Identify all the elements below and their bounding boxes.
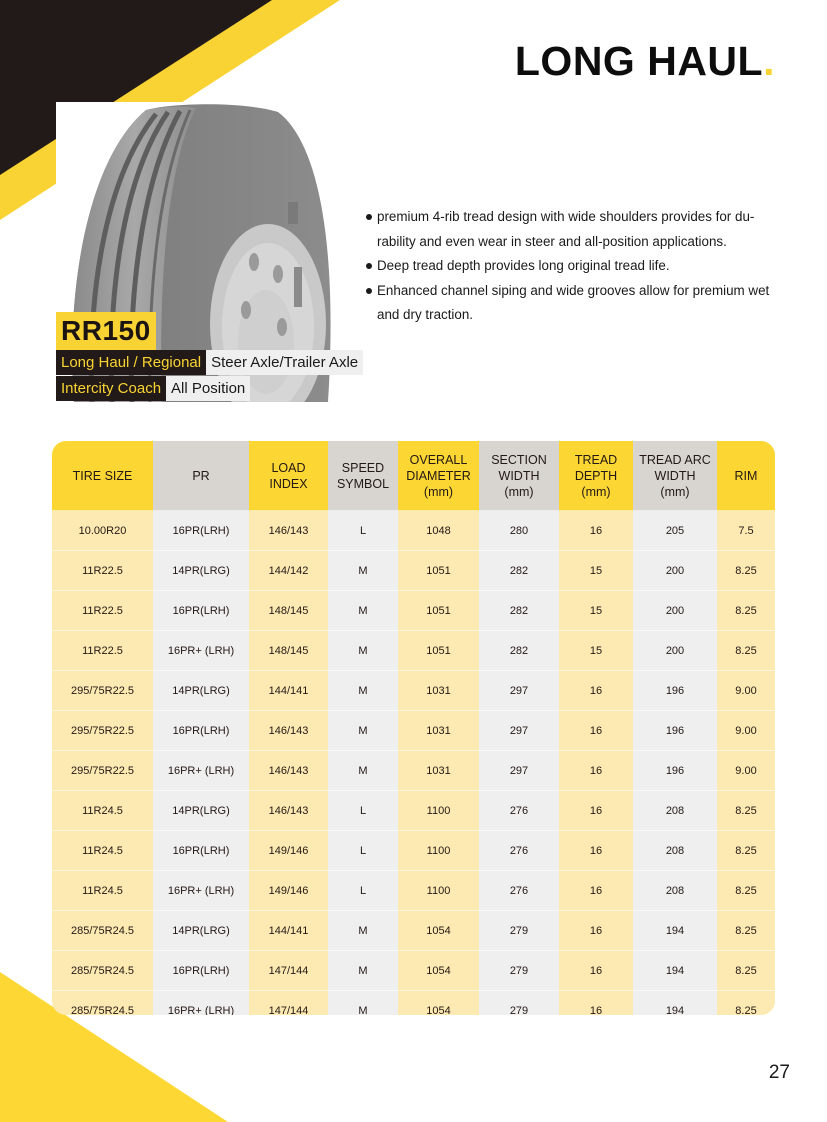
cell-section-width: 282 — [479, 591, 559, 631]
cell-speed-symbol: M — [328, 751, 398, 791]
column-header-unit: (mm) — [660, 484, 690, 499]
column-header-label: TREAD DEPTH — [574, 452, 618, 483]
feature-item: premium 4-rib tread design with wide shoulders provides for du-rability and even wear in steer and all-position applications. — [364, 205, 784, 254]
title-dot: . — [763, 38, 775, 84]
table-row — [52, 831, 775, 871]
cell-tire-size: 11R24.5 — [52, 871, 153, 911]
cell-overall-diameter: 1051 — [398, 551, 479, 591]
cell-speed-symbol: L — [328, 791, 398, 831]
cell-overall-diameter: 1051 — [398, 631, 479, 671]
cell-tire-size: 11R22.5 — [52, 591, 153, 631]
cell-pr: 16PR+ (LRH) — [153, 751, 249, 791]
cell-speed-symbol: L — [328, 831, 398, 871]
cell-pr: 16PR(LRH) — [153, 951, 249, 991]
column-header-tread-arc-width — [633, 441, 717, 511]
column-header-label: SECTION WIDTH — [491, 452, 547, 483]
cell-tread-depth: 16 — [559, 711, 633, 751]
cell-pr: 16PR(LRH) — [153, 591, 249, 631]
cell-overall-diameter: 1031 — [398, 711, 479, 751]
cell-tire-size: 11R22.5 — [52, 631, 153, 671]
cell-tire-size: 295/75R22.5 — [52, 711, 153, 751]
column-header-unit: (mm) — [423, 484, 454, 499]
cell-pr: 14PR(LRG) — [153, 551, 249, 591]
cell-rim: 8.25 — [717, 631, 775, 671]
cell-pr: 14PR(LRG) — [153, 911, 249, 951]
axle-position-tag: All Position — [166, 376, 250, 401]
cell-load-index: 144/141 — [249, 671, 328, 711]
column-header-load-index — [249, 441, 328, 511]
application-category-tag: Intercity Coach — [56, 376, 166, 401]
table-row — [52, 711, 775, 751]
cell-overall-diameter: 1100 — [398, 831, 479, 871]
column-header-overall-diameter — [398, 441, 479, 511]
cell-section-width: 276 — [479, 831, 559, 871]
cell-pr: 16PR(LRH) — [153, 511, 249, 551]
cell-tread-arc-width: 208 — [633, 871, 717, 911]
application-tag-row — [56, 376, 250, 401]
cell-tire-size: 285/75R24.5 — [52, 911, 153, 951]
page-number: 27 — [768, 1062, 790, 1083]
cell-pr: 14PR(LRG) — [153, 791, 249, 831]
axle-position-tag: Steer Axle/Trailer Axle — [206, 350, 363, 375]
column-header-unit: (mm) — [581, 484, 611, 499]
cell-tread-depth: 16 — [559, 791, 633, 831]
cell-section-width: 297 — [479, 671, 559, 711]
cell-tread-arc-width: 196 — [633, 671, 717, 711]
cell-overall-diameter: 1048 — [398, 511, 479, 551]
column-header-speed-symbol — [328, 441, 398, 511]
cell-overall-diameter: 1054 — [398, 991, 479, 1016]
cell-pr: 16PR(LRH) — [153, 711, 249, 751]
cell-rim: 8.25 — [717, 951, 775, 991]
cell-tread-arc-width: 205 — [633, 511, 717, 551]
cell-tread-depth: 16 — [559, 511, 633, 551]
title-text: LONG HAUL — [514, 38, 764, 84]
cell-section-width: 297 — [479, 751, 559, 791]
cell-load-index: 147/144 — [249, 951, 328, 991]
cell-tread-arc-width: 208 — [633, 791, 717, 831]
cell-section-width: 282 — [479, 551, 559, 591]
cell-rim: 8.25 — [717, 871, 775, 911]
cell-pr: 16PR+ (LRH) — [153, 991, 249, 1016]
cell-tire-size: 285/75R24.5 — [52, 951, 153, 991]
column-header-pr — [153, 441, 249, 511]
cell-tread-depth: 16 — [559, 671, 633, 711]
table-row — [52, 751, 775, 791]
column-header-label: LOAD INDEX — [269, 460, 308, 491]
cell-tire-size: 285/75R24.5 — [52, 991, 153, 1016]
cell-tread-arc-width: 200 — [633, 591, 717, 631]
cell-section-width: 276 — [479, 791, 559, 831]
table-row — [52, 631, 775, 671]
page-title — [515, 38, 775, 85]
model-badge: RR150 — [56, 312, 156, 350]
spec-table-container — [52, 441, 775, 1015]
cell-load-index: 146/143 — [249, 711, 328, 751]
table-row — [52, 951, 775, 991]
table-header-row — [52, 441, 775, 511]
column-header-label: OVERALL DIAMETER — [406, 452, 471, 483]
column-header-label: TIRE SIZE — [72, 468, 133, 483]
cell-section-width: 279 — [479, 951, 559, 991]
cell-tread-arc-width: 194 — [633, 991, 717, 1016]
cell-tire-size: 11R24.5 — [52, 791, 153, 831]
cell-rim: 9.00 — [717, 751, 775, 791]
column-header-label: SPEED SYMBOL — [336, 460, 390, 491]
cell-overall-diameter: 1051 — [398, 591, 479, 631]
feature-list — [364, 205, 784, 328]
cell-tread-depth: 16 — [559, 951, 633, 991]
cell-rim: 8.25 — [717, 791, 775, 831]
cell-load-index: 146/143 — [249, 511, 328, 551]
cell-load-index: 146/143 — [249, 791, 328, 831]
cell-section-width: 282 — [479, 631, 559, 671]
cell-speed-symbol: M — [328, 711, 398, 751]
cell-pr: 16PR+ (LRH) — [153, 871, 249, 911]
cell-pr: 14PR(LRG) — [153, 671, 249, 711]
cell-tread-arc-width: 200 — [633, 631, 717, 671]
cell-tire-size: 295/75R22.5 — [52, 751, 153, 791]
table-row — [52, 511, 775, 551]
cell-speed-symbol: L — [328, 511, 398, 551]
cell-tread-arc-width: 208 — [633, 831, 717, 871]
cell-rim: 9.00 — [717, 671, 775, 711]
cell-tread-depth: 15 — [559, 591, 633, 631]
table-row — [52, 591, 775, 631]
application-category-tag: Long Haul / Regional — [56, 350, 206, 375]
cell-tire-size: 11R22.5 — [52, 551, 153, 591]
cell-tread-depth: 16 — [559, 911, 633, 951]
table-row — [52, 871, 775, 911]
cell-section-width: 276 — [479, 871, 559, 911]
column-header-label: RIM — [734, 468, 758, 483]
cell-section-width: 279 — [479, 991, 559, 1016]
cell-speed-symbol: M — [328, 551, 398, 591]
cell-tread-depth: 16 — [559, 831, 633, 871]
table-row — [52, 791, 775, 831]
cell-tread-arc-width: 196 — [633, 711, 717, 751]
cell-rim: 8.25 — [717, 991, 775, 1016]
table-body — [52, 511, 775, 1016]
cell-load-index: 144/142 — [249, 551, 328, 591]
cell-overall-diameter: 1054 — [398, 951, 479, 991]
cell-tire-size: 11R24.5 — [52, 831, 153, 871]
cell-overall-diameter: 1031 — [398, 671, 479, 711]
cell-rim: 9.00 — [717, 711, 775, 751]
column-header-label: TREAD ARC WIDTH — [639, 452, 711, 483]
cell-speed-symbol: M — [328, 591, 398, 631]
cell-speed-symbol: M — [328, 991, 398, 1016]
cell-load-index: 147/144 — [249, 991, 328, 1016]
cell-tread-depth: 15 — [559, 551, 633, 591]
cell-tread-arc-width: 200 — [633, 551, 717, 591]
cell-rim: 8.25 — [717, 551, 775, 591]
cell-pr: 16PR(LRH) — [153, 831, 249, 871]
cell-speed-symbol: M — [328, 631, 398, 671]
cell-rim: 8.25 — [717, 831, 775, 871]
column-header-tire-size — [52, 441, 153, 511]
cell-tread-arc-width: 194 — [633, 911, 717, 951]
feature-item: Deep tread depth provides long original tread life. — [364, 254, 784, 279]
column-header-section-width — [479, 441, 559, 511]
cell-tread-depth: 15 — [559, 631, 633, 671]
cell-rim: 7.5 — [717, 511, 775, 551]
cell-load-index: 146/143 — [249, 751, 328, 791]
cell-tire-size: 10.00R20 — [52, 511, 153, 551]
column-header-tread-depth — [559, 441, 633, 511]
cell-rim: 8.25 — [717, 911, 775, 951]
column-header-label: PR — [192, 468, 210, 483]
cell-tread-arc-width: 196 — [633, 751, 717, 791]
cell-tread-arc-width: 194 — [633, 951, 717, 991]
cell-pr: 16PR+ (LRH) — [153, 631, 249, 671]
cell-load-index: 149/146 — [249, 871, 328, 911]
cell-overall-diameter: 1100 — [398, 791, 479, 831]
table-row — [52, 551, 775, 591]
cell-tread-depth: 16 — [559, 751, 633, 791]
cell-tire-size: 295/75R22.5 — [52, 671, 153, 711]
cell-speed-symbol: M — [328, 911, 398, 951]
cell-overall-diameter: 1031 — [398, 751, 479, 791]
feature-item: Enhanced channel siping and wide grooves allow for premium wet and dry traction. — [364, 279, 784, 328]
spec-table — [52, 441, 775, 1015]
cell-speed-symbol: M — [328, 671, 398, 711]
cell-section-width: 280 — [479, 511, 559, 551]
table-row — [52, 671, 775, 711]
cell-overall-diameter: 1100 — [398, 871, 479, 911]
column-header-unit: (mm) — [504, 484, 534, 499]
cell-tread-depth: 16 — [559, 871, 633, 911]
cell-load-index: 148/145 — [249, 591, 328, 631]
application-tag-row — [56, 350, 363, 375]
cell-load-index: 144/141 — [249, 911, 328, 951]
cell-load-index: 148/145 — [249, 631, 328, 671]
table-row — [52, 911, 775, 951]
cell-load-index: 149/146 — [249, 831, 328, 871]
cell-tread-depth: 16 — [559, 991, 633, 1016]
cell-speed-symbol: L — [328, 871, 398, 911]
cell-rim: 8.25 — [717, 591, 775, 631]
cell-overall-diameter: 1054 — [398, 911, 479, 951]
cell-section-width: 297 — [479, 711, 559, 751]
table-row — [52, 991, 775, 1016]
cell-section-width: 279 — [479, 911, 559, 951]
cell-speed-symbol: M — [328, 951, 398, 991]
column-header-rim — [717, 441, 775, 511]
